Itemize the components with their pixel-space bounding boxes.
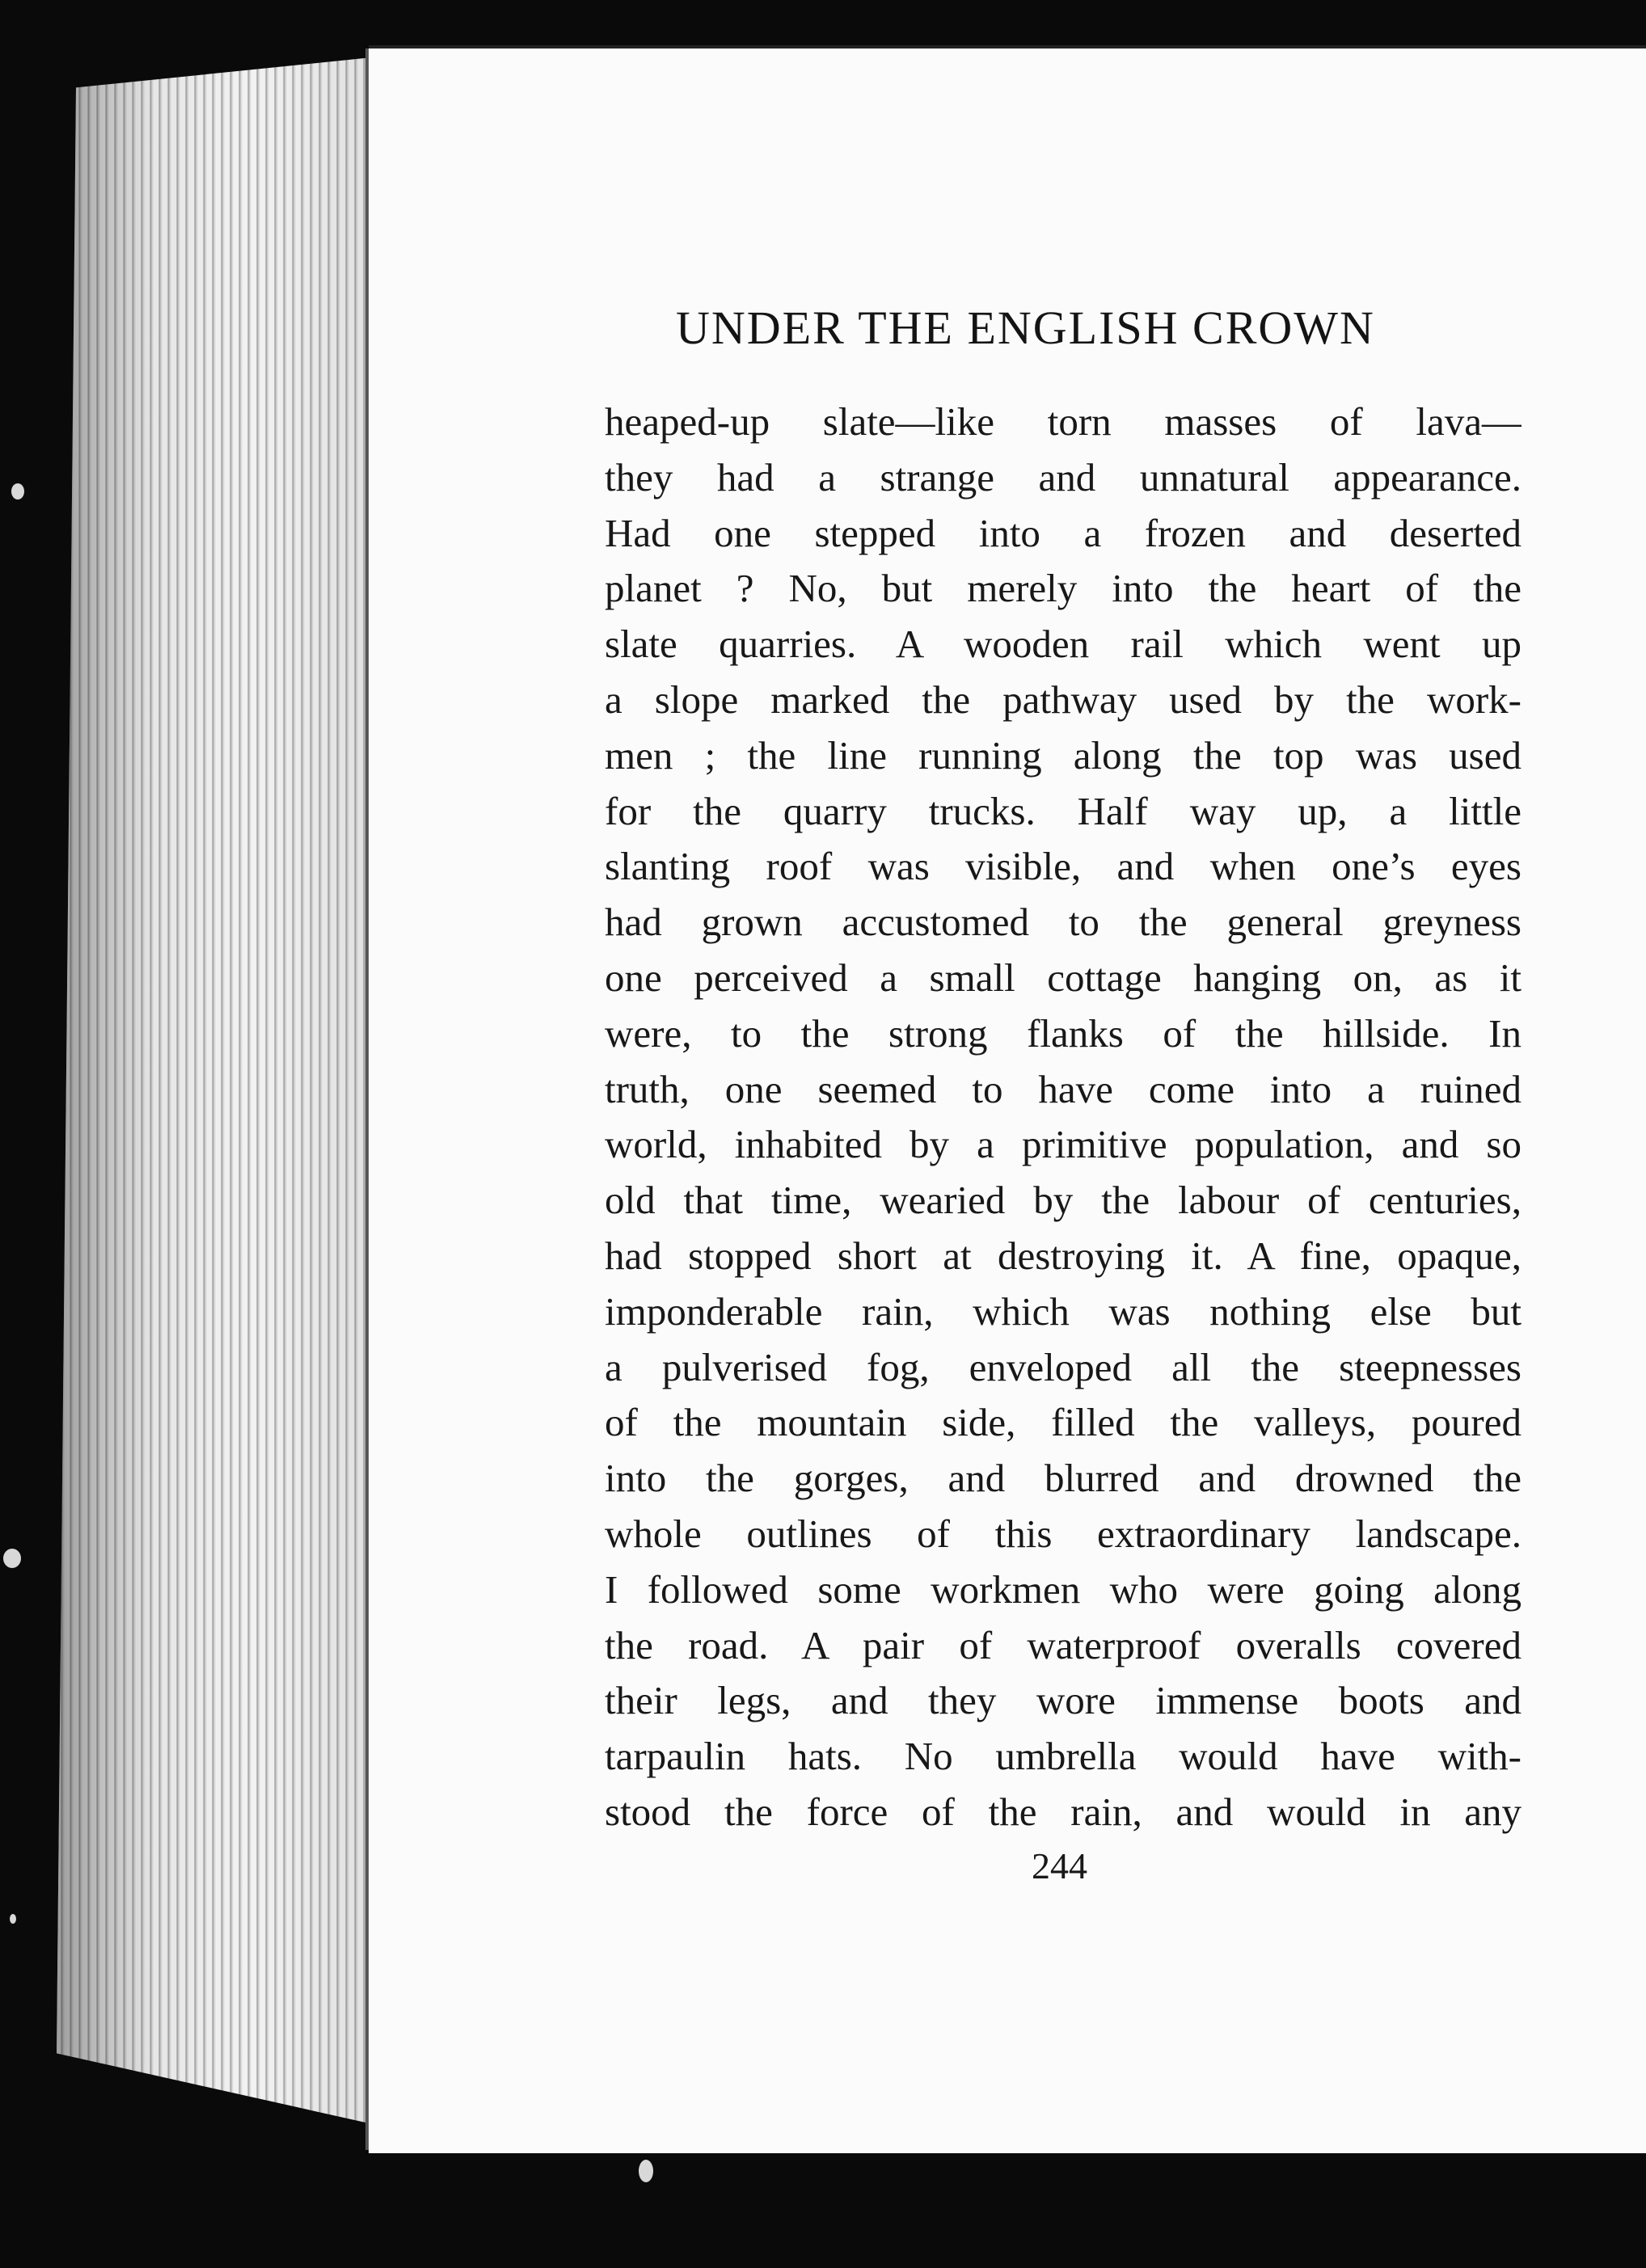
text-line: imponderable rain, which was nothing else but — [605, 1288, 1521, 1334]
page-number: 244 — [1032, 1845, 1087, 1886]
text-line: world, inhabited by a primitive population, and so — [605, 1122, 1521, 1167]
scan-speck — [3, 1549, 21, 1568]
text-line: the road. A pair of waterproof overalls covered — [605, 1622, 1521, 1667]
text-line: of the mountain side, filled the valleys, poured — [605, 1400, 1521, 1445]
scan-speck — [10, 1914, 16, 1924]
text-line: men ; the line running along the top was used — [605, 732, 1521, 778]
text-line: had stopped short at destroying it. A fine, opaque, — [605, 1233, 1521, 1278]
running-head: UNDER THE ENGLISH CROWN — [676, 301, 1375, 354]
text-line: for the quarry trucks. Half way up, a little — [605, 788, 1521, 833]
text-line: were, to the strong flanks of the hillside. In — [605, 1010, 1521, 1056]
text-line: their legs, and they wore immense boots and — [605, 1678, 1521, 1723]
text-line: into the gorges, and blurred and drowned the — [605, 1456, 1521, 1501]
text-line: had grown accustomed to the general greyness — [605, 900, 1521, 945]
text-line: tarpaulin hats. No umbrella would have with- — [605, 1734, 1521, 1779]
text-line: Had one stepped into a frozen and deserted — [605, 510, 1521, 555]
text-line: stood the force of the rain, and would in any — [605, 1789, 1521, 1834]
text-line: planet ? No, but merely into the heart of the — [605, 566, 1521, 611]
text-line: truth, one seemed to have come into a ruined — [605, 1066, 1521, 1111]
text-line: I followed some workmen who were going along — [605, 1566, 1521, 1612]
text-line: slanting roof was visible, and when one’s eyes — [605, 844, 1521, 889]
page-edges-shading — [57, 57, 380, 2126]
scan-speck — [639, 2160, 653, 2182]
text-line: a slope marked the pathway used by the work- — [605, 677, 1521, 722]
text-line: one perceived a small cottage hanging on, as it — [605, 955, 1521, 1000]
text-line: they had a strange and unnatural appearance. — [605, 454, 1521, 500]
text-line: heaped-up slate—like torn masses of lava— — [605, 399, 1521, 444]
body-text — [605, 394, 1521, 1840]
scan-speck — [11, 483, 24, 500]
text-line: slate quarries. A wooden rail which went up — [605, 622, 1521, 667]
text-line: old that time, wearied by the labour of centuries, — [605, 1178, 1521, 1223]
text-line: whole outlines of this extraordinary landscape. — [605, 1511, 1521, 1556]
text-line: a pulverised fog, enveloped all the steepnesses — [605, 1344, 1521, 1389]
